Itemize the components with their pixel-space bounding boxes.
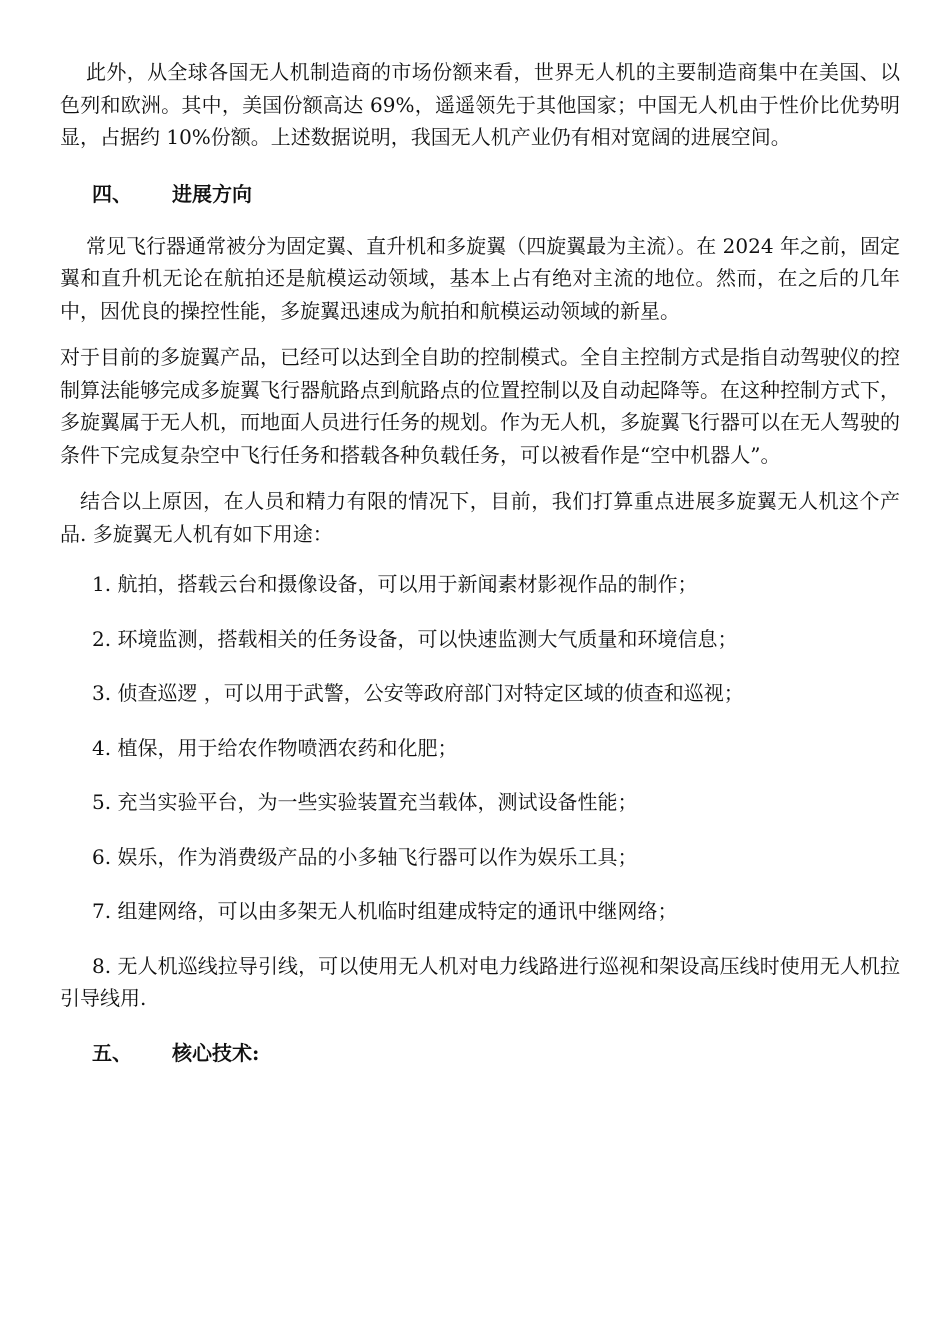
- list-item: 6. 娱乐，作为消费级产品的小多轴飞行器可以作为娱乐工具；: [92, 844, 638, 869]
- paragraph-market-share: 此外，从全球各国无人机制造商的市场份额来看，世界无人机的主要制造商集中在美国、以色列和欧洲。其中，美国份额高达 69%，遥遥领先于其他国家；中国无人机由于性价比优势明显，占据约 10%份额。上述数据说明，我国无人机产业仍有相对宽阔的进展空间。: [60, 60, 900, 149]
- list-item: 5. 充当实验平台，为一些实验装置充当载体，测试设备性能；: [92, 790, 638, 814]
- list-item: 4. 植保，用于给农作物喷洒农药和化肥；: [92, 735, 458, 760]
- section-heading-5: [60, 1037, 900, 1069]
- list-item: 3. 侦查巡逻 ，可以用于武警，公安等政府部门对特定区域的侦查和巡视；: [92, 681, 744, 705]
- list-item: 2. 环境监测，搭载相关的任务设备，可以快速监测大气质量和环境信息；: [92, 626, 738, 651]
- section-number: 五、: [92, 1040, 132, 1065]
- list-item: 1. 航拍，搭载云台和摄像设备，可以用于新闻素材影视作品的制作；: [92, 572, 698, 596]
- list-item: 7. 组建网络，可以由多架无人机临时组建成特定的通讯中继网络；: [92, 899, 678, 923]
- section-number: 四、: [92, 181, 132, 206]
- paragraph-control-mode: 对于目前的多旋翼产品，已经可以达到全自助的控制模式。全自主控制方式是指自动驾驶仪的控制算法能够完成多旋翼飞行器航路点到航路点的位置控制以及自动起降等。在这种控制方式下，多旋翼属于无人机，而地面人员进行任务的规划。作为无人机，多旋翼飞行器可以在无人驾驶的条件下完成复杂空中飞行任务和搭载各种负载任务，可以被看作是“空中机器人”。: [60, 345, 900, 467]
- document-page: [60, 56, 900, 1069]
- section-heading-4: [60, 178, 900, 210]
- section-title: 进展方向: [172, 181, 252, 206]
- paragraph-focus: 结合以上原因，在人员和精力有限的情况下，目前，我们打算重点进展多旋翼无人机这个产品. 多旋翼无人机有如下用途：: [60, 489, 900, 546]
- list-item: 8. 无人机巡线拉导引线，可以使用无人机对电力线路进行巡视和架设高压线时使用无人机拉引导线用.: [60, 953, 900, 1010]
- paragraph-aircraft-types: 常见飞行器通常被分为固定翼、直升机和多旋翼（四旋翼最为主流）。在 2024 年之前，固定翼和直升机无论在航拍还是航模运动领域，基本上占有绝对主流的地位。然而，在之后的几年中，因优良的操控性能，多旋翼迅速成为航拍和航模运动领域的新星。: [60, 233, 900, 323]
- section-title: 核心技术:: [172, 1040, 260, 1065]
